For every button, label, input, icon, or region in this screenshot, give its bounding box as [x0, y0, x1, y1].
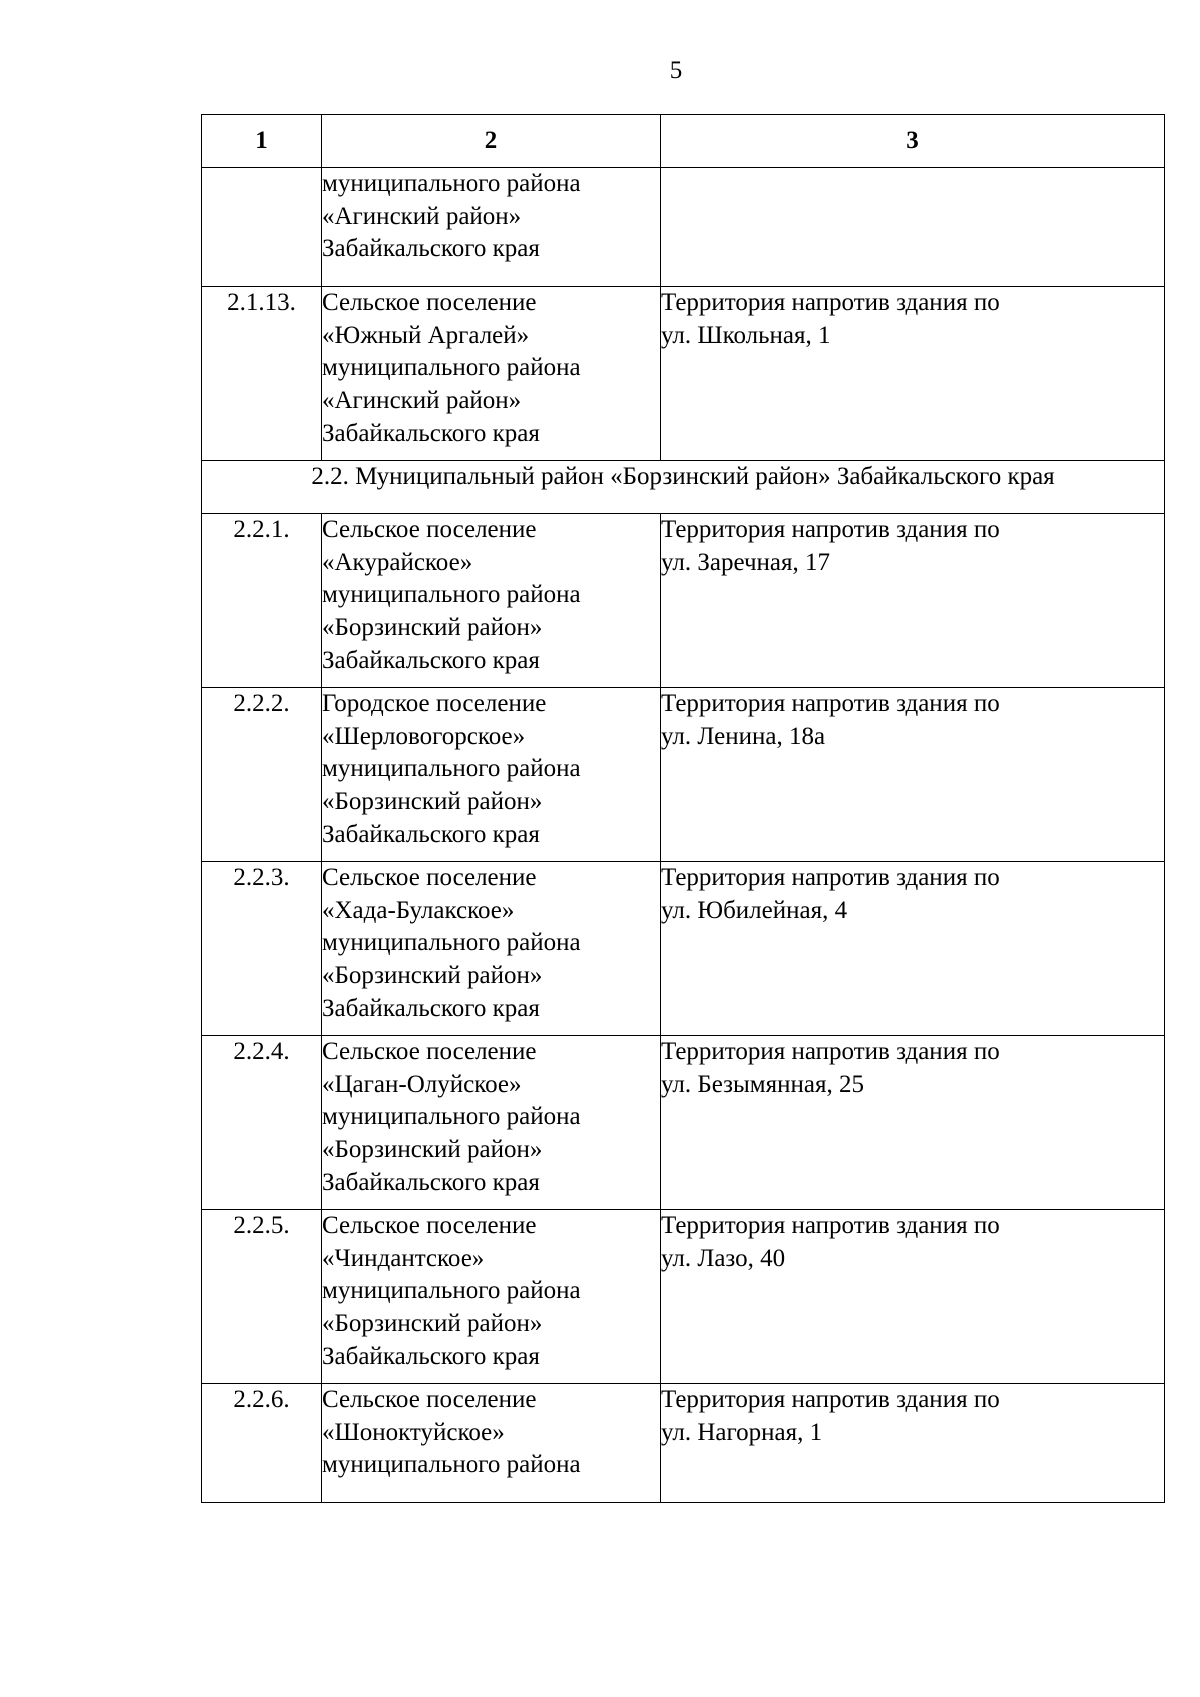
row-number-cell: 2.1.13. — [202, 287, 322, 461]
settlement-name-line: Сельское поселение — [322, 1386, 537, 1413]
location-line: Территория напротив здания по — [661, 289, 1000, 316]
location-line: ул. Заречная, 17 — [661, 548, 831, 576]
table-row — [202, 862, 1165, 1036]
location-cell — [661, 1384, 1165, 1503]
settlement-name-cell — [322, 862, 661, 1036]
settlement-name-line: «Борзинский район» — [322, 614, 543, 642]
page-number: 5 — [669, 57, 683, 84]
settlement-name-line: муниципального района — [322, 1277, 581, 1305]
settlement-name-line: «Агинский район» — [322, 202, 522, 230]
table-row-continuation — [202, 168, 1165, 287]
settlement-name-line: Сельское поселение — [322, 864, 537, 891]
settlement-name-line: «Агинский район» — [322, 387, 522, 415]
location-line: Территория напротив здания по — [661, 690, 1000, 717]
location-cell — [661, 287, 1165, 461]
location-line: Территория напротив здания по — [661, 516, 1000, 543]
row-number-cell — [202, 168, 322, 287]
settlement-name-line: Забайкальского края — [322, 235, 540, 263]
settlement-name-line: «Шоноктуйское» — [322, 1418, 505, 1446]
settlement-name-line: муниципального района — [322, 581, 581, 609]
settlement-name-line: Сельское поселение — [322, 289, 537, 316]
locations-table — [201, 114, 1165, 1503]
location-line: ул. Безымянная, 25 — [661, 1070, 864, 1098]
settlement-name-line: муниципального района — [322, 354, 581, 382]
settlement-name-line: «Борзинский район» — [322, 1136, 543, 1164]
settlement-name-line: Забайкальского края — [322, 1168, 540, 1196]
settlement-name-line: «Цаган-Олуйское» — [322, 1070, 522, 1098]
settlement-name-line: «Хада-Булакское» — [322, 896, 515, 924]
row-number-cell: 2.2.3. — [202, 862, 322, 1036]
location-line: ул. Нагорная, 1 — [661, 1418, 823, 1446]
settlement-name-line: «Шерловогорское» — [322, 722, 526, 750]
settlement-name-line: «Чиндантское» — [322, 1244, 485, 1272]
location-cell — [661, 1036, 1165, 1210]
table-row — [202, 1384, 1165, 1503]
location-line: ул. Юбилейная, 4 — [661, 896, 848, 924]
settlement-name-line: «Борзинский район» — [322, 962, 543, 990]
settlement-name-line: муниципального района — [322, 1451, 581, 1479]
settlement-name-line: «Борзинский район» — [322, 1310, 543, 1338]
location-cell — [661, 168, 1165, 287]
location-line: ул. Ленина, 18а — [661, 722, 826, 750]
location-cell — [661, 862, 1165, 1036]
settlement-name-line: муниципального района — [322, 755, 581, 783]
row-number-cell: 2.2.6. — [202, 1384, 322, 1503]
table-row — [202, 688, 1165, 862]
header-row — [202, 115, 1165, 168]
location-cell — [661, 1210, 1165, 1384]
settlement-name-cell — [322, 514, 661, 688]
table-row — [202, 514, 1165, 688]
settlement-name-line: Сельское поселение — [322, 1038, 537, 1065]
column-header-2: 2 — [322, 115, 661, 168]
row-number-cell: 2.2.4. — [202, 1036, 322, 1210]
location-cell — [661, 514, 1165, 688]
settlement-name-cell — [322, 1210, 661, 1384]
location-line: Территория напротив здания по — [661, 1038, 1000, 1065]
section-heading: 2.2. Муниципальный район «Борзинский район» Забайкальского края — [202, 461, 1165, 514]
row-number-cell: 2.2.5. — [202, 1210, 322, 1384]
table-row — [202, 287, 1165, 461]
settlement-name-cell — [322, 168, 661, 287]
settlement-name-line: муниципального района — [322, 170, 581, 197]
settlement-name-cell — [322, 287, 661, 461]
row-number-cell: 2.2.1. — [202, 514, 322, 688]
settlement-name-line: «Акурайское» — [322, 548, 473, 576]
settlement-name-line: Забайкальского края — [322, 419, 540, 447]
location-line: ул. Лазо, 40 — [661, 1244, 786, 1272]
settlement-name-line: Сельское поселение — [322, 516, 537, 543]
settlement-name-line: Городское поселение — [322, 690, 547, 717]
location-line: ул. Школьная, 1 — [661, 321, 831, 349]
settlement-name-line: Забайкальского края — [322, 820, 540, 848]
location-line: Территория напротив здания по — [661, 864, 1000, 891]
settlement-name-cell — [322, 1384, 661, 1503]
settlement-name-line: муниципального района — [322, 929, 581, 957]
settlement-name-line: «Южный Аргалей» — [322, 321, 530, 349]
column-header-3: 3 — [661, 115, 1165, 168]
table-row — [202, 1210, 1165, 1384]
settlement-name-line: Сельское поселение — [322, 1212, 537, 1239]
location-cell — [661, 688, 1165, 862]
table-row — [202, 1036, 1165, 1210]
settlement-name-line: Забайкальского края — [322, 994, 540, 1022]
location-line: Территория напротив здания по — [661, 1386, 1000, 1413]
column-header-1: 1 — [202, 115, 322, 168]
settlement-name-cell — [322, 688, 661, 862]
settlement-name-line: «Борзинский район» — [322, 788, 543, 816]
settlement-name-cell — [322, 1036, 661, 1210]
row-number-cell: 2.2.2. — [202, 688, 322, 862]
section-row — [202, 461, 1165, 514]
settlement-name-line: Забайкальского края — [322, 646, 540, 674]
settlement-name-line: Забайкальского края — [322, 1342, 540, 1370]
location-line: Территория напротив здания по — [661, 1212, 1000, 1239]
settlement-name-line: муниципального района — [322, 1103, 581, 1131]
